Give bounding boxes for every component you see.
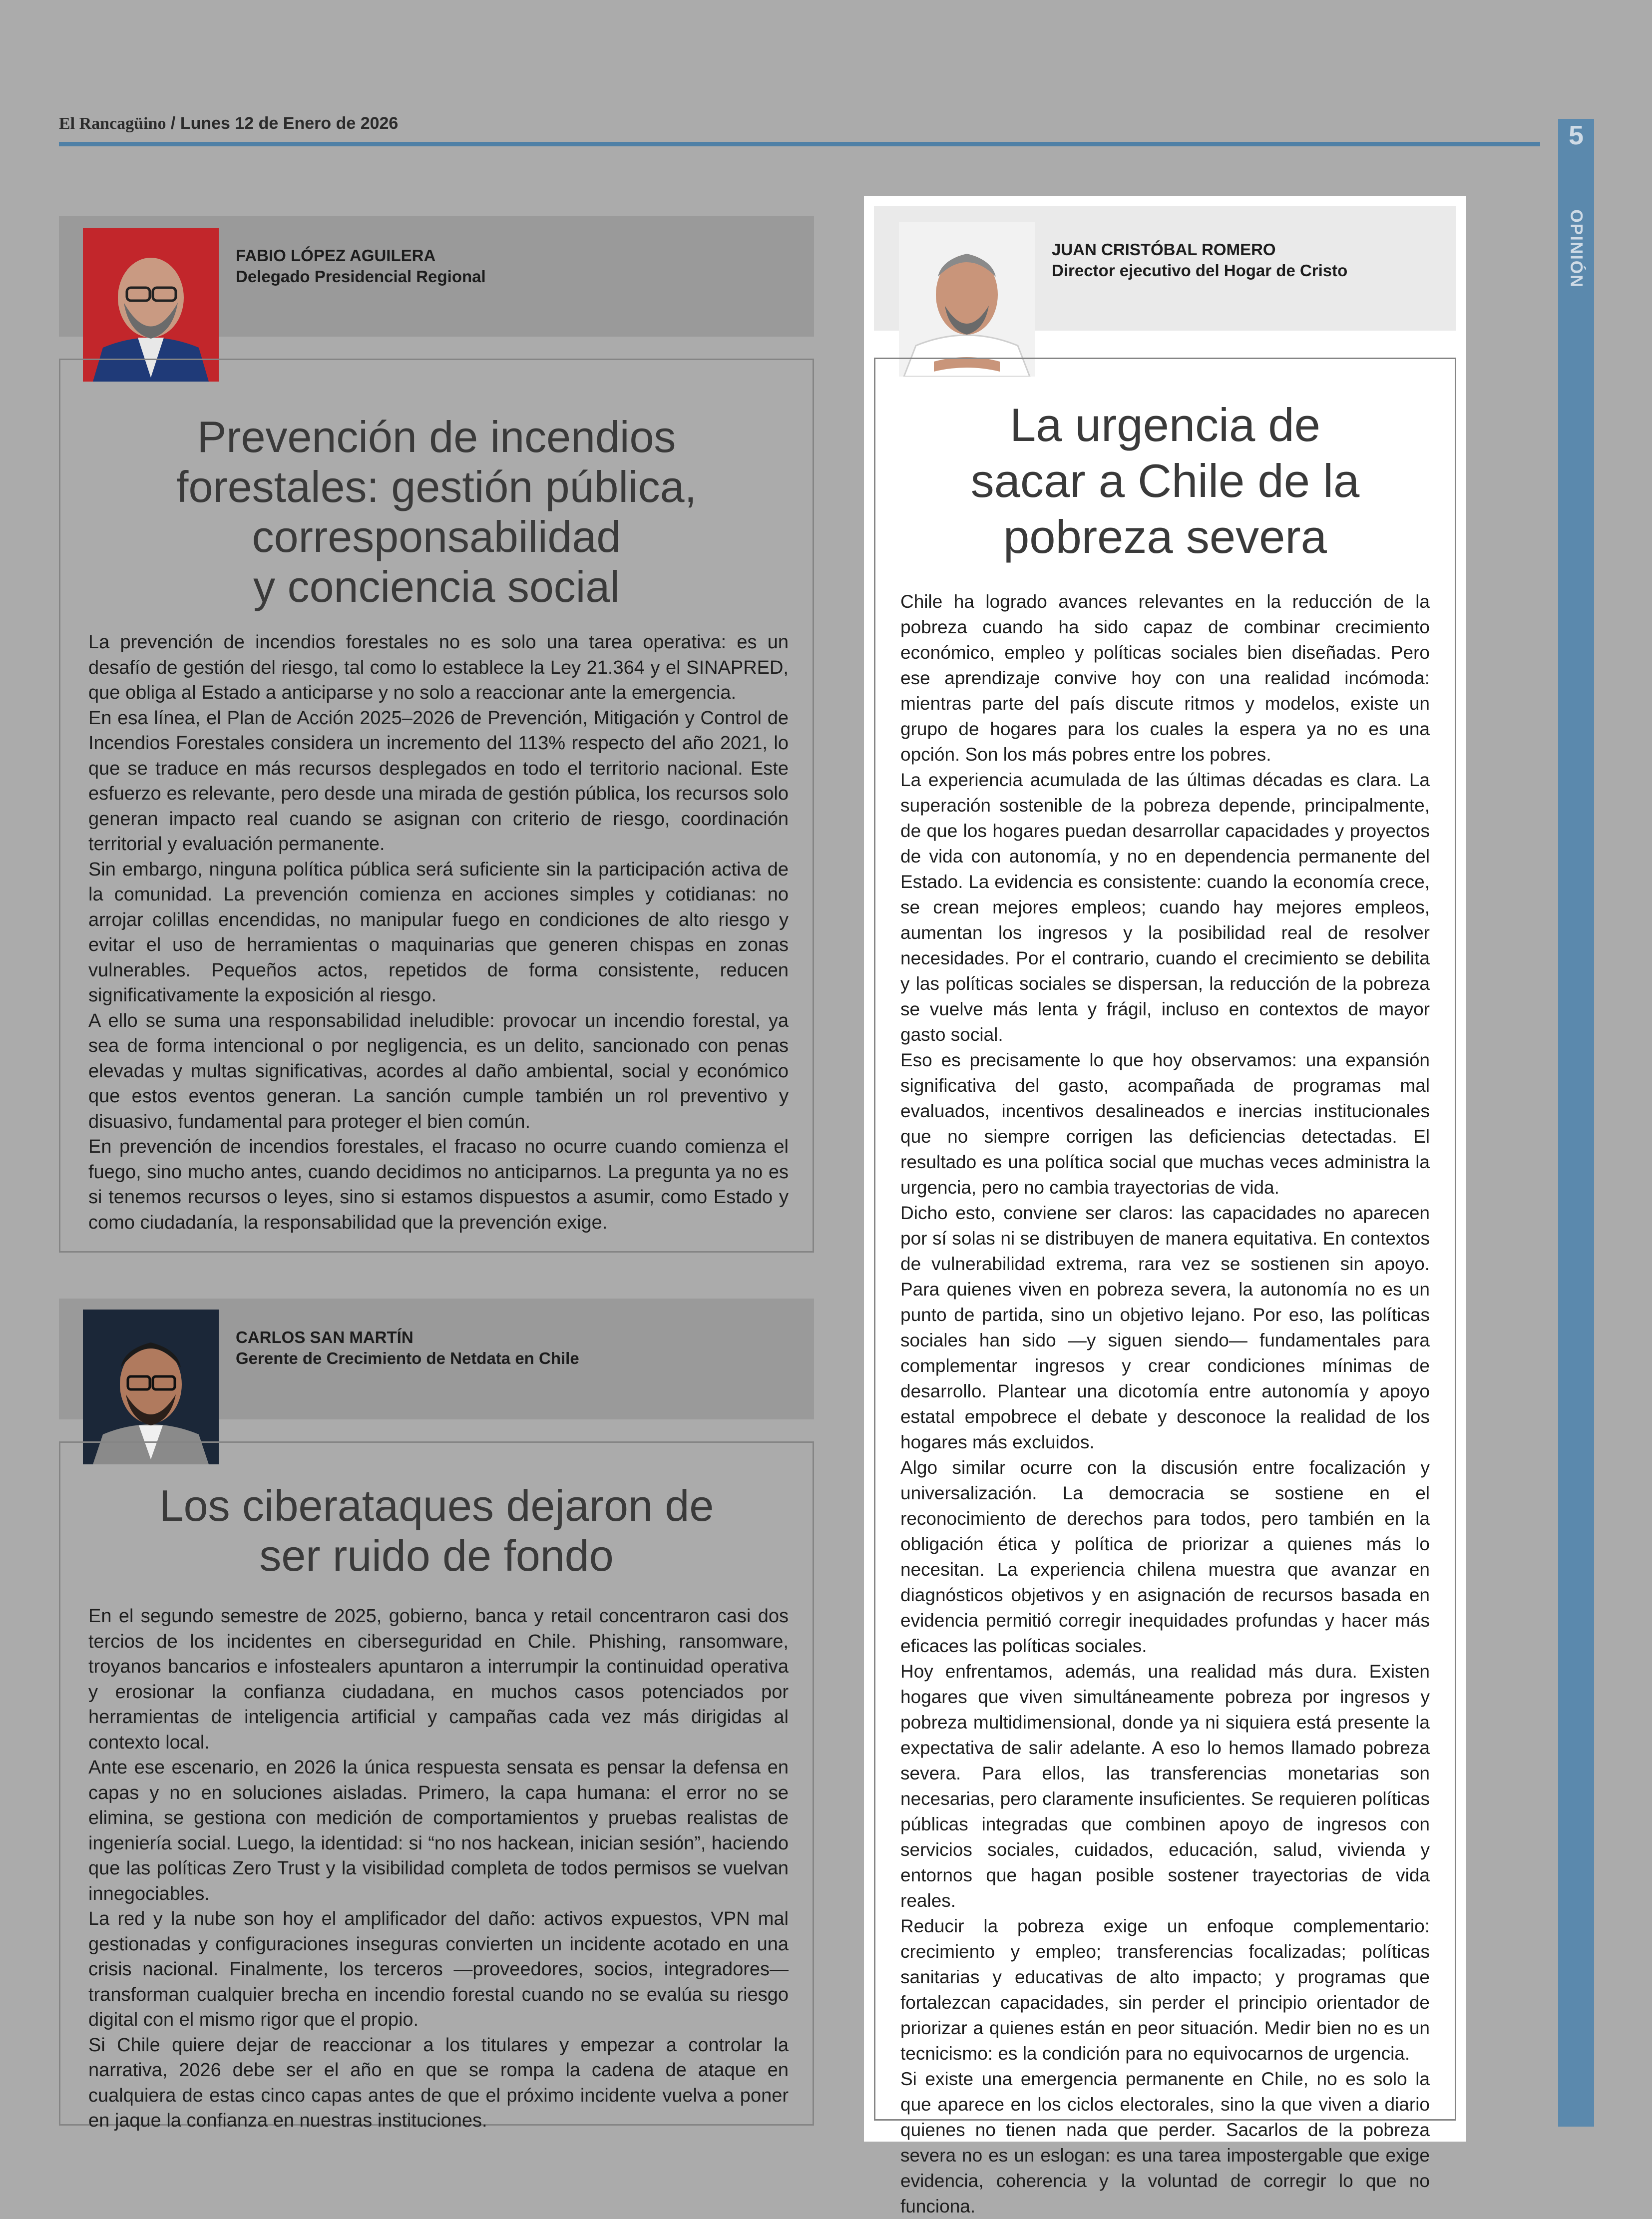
paragraph: La prevención de incendios forestales no es solo una tarea operativa: es un desafío de gestión del riesgo, tal como lo establece la Ley 21.364 y el SINAPRED, que obliga al Estado a anticiparse y no solo a reaccionar ante la emergencia. — [88, 632, 789, 703]
title-line: sacar a Chile de la — [970, 454, 1360, 507]
paragraph: En prevención de incendios forestales, el fracaso no ocurre cuando comienza el fuego, sino mucho antes, cuando decidimos no anticiparnos. La pregunta ya no es si tenemos recursos o leyes, sino si estamos dispuestos a asumir, como Estado y como ciudadanía, la responsabilidad que la prevención exige. — [88, 1136, 789, 1233]
paragraph: En esa línea, el Plan de Acción 2025–2026 de Prevención, Mitigación y Control de Incendios Forestales considera un incremento del 113% respecto del año 2021, lo que se traduce en más recursos desplegados en todo el territorio nacional. Este esfuerzo es relevante, pero desde una mirada de gestión pública, los recursos solo generan impacto real cuando se asignan con criterio de riesgo, coordinación territorial y evaluación permanente. — [88, 707, 789, 855]
masthead-separator: / — [170, 114, 176, 133]
article-box-pobreza — [874, 358, 1456, 2217]
paragraph: Algo similar ocurre con la discusión entre focalización y universalización. La democracia se sostiene en el reconocimiento de derechos para todos, pero también en la obligación ética y política de priorizar a quienes más lo necesitan. La experiencia chilena muestra que avanzar en diagnósticos objetivos y en asignación de recursos basada en evidencia permitió corregir inequidades profundas y hacer más eficaces las políticas sociales. — [900, 1457, 1430, 1656]
title-line: corresponsabilidad — [252, 512, 621, 561]
title-line: forestales: gestión pública, — [176, 462, 697, 511]
title-line: ser ruido de fondo — [259, 1531, 614, 1580]
author-role-fabio: Delegado Presidencial Regional — [236, 267, 486, 286]
author-role-juan: Director ejecutivo del Hogar de Cristo — [1052, 261, 1348, 280]
author-photo-juan — [899, 222, 1035, 377]
issue-date: Lunes 12 de Enero de 2026 — [180, 114, 399, 133]
title-line: La urgencia de — [1010, 399, 1320, 451]
paragraph: Sin embargo, ninguna política pública será suficiente sin la participación activa de la comunidad. La prevención comienza en acciones simples y cotidianas: no arrojar colillas encendidas, no manipular fuego en condiciones de alto riesgo y evitar el uso de herramientas o maquinarias que generen chispas en zonas vulnerables. Pequeños actos, repetidos de forma consistente, reducen significativamente la exposición al riesgo. — [88, 859, 789, 1006]
article-title-ciberataques — [60, 1481, 813, 1581]
header-rule — [59, 142, 1540, 146]
page-number: 5 — [1568, 120, 1584, 150]
paragraph: En el segundo semestre de 2025, gobierno, banca y retail concentraron casi dos tercios de los incidentes en ciberseguridad en Chile. Phishing, ransomware, troyanos bancarios e infostealers apuntaron a interrumpir la continuidad operativa y erosionar la confianza ciudadana, en muchos casos potenciados por herramientas de inteligencia artificial y campañas cada vez más dirigidas al contexto local. — [88, 1606, 789, 1753]
title-line: Prevención de incendios — [197, 412, 676, 461]
paragraph: Hoy enfrentamos, además, una realidad más dura. Existen hogares que viven simultáneamente pobreza por ingresos y pobreza multidimensional, donde ya ni siquiera está presente la expectativa de salir adelante. A eso lo hemos llamado pobreza severa. Para ellos, las transferencias monetarias son necesarias, pero claramente insuficientes. Se requieren políticas públicas integradas que combinen apoyo de ingresos con servicios sociales, cuidados, educación, salud, vivienda y entornos que hagan posible sostener trayectorias de vida reales. — [900, 1661, 1430, 1911]
article-box-incendios — [59, 359, 814, 1253]
author-name-carlos: CARLOS SAN MARTÍN — [236, 1328, 413, 1346]
paragraph: Eso es precisamente lo que hoy observamos: una expansión significativa del gasto, acompañada de programas mal evaluados, incentivos desalineados e inercias institucionales que no siempre corrigen las deficiencias detectadas. El resultado es una política social que muchas veces administra la urgencia, pero no cambia trayectorias de vida. — [900, 1050, 1430, 1198]
article-title-pobreza — [875, 397, 1455, 565]
title-line: Los ciberataques dejaron de — [159, 1481, 714, 1530]
paragraph: La experiencia acumulada de las últimas décadas es clara. La superación sostenible de la pobreza depende, principalmente, de que los hogares puedan desarrollar capacidades y proyectos de vida con autonomía, y no en dependencia permanente del Estado. La evidencia es consistente: cuando la economía crece, se crean mejores empleos; cuando hay mejores empleos, aumentan los ingresos y la posibilidad real de resolver necesidades. Por el contrario, cuando el crecimiento se debilita y las políticas sociales se dispersan, la reducción de la pobreza se vuelve más lenta y frágil, incluso en contextos de mayor gasto social. — [900, 770, 1430, 1045]
paragraph: Si existe una emergencia permanente en Chile, no es solo la que aparece en los ciclos electorales, sino la que viven a diario quienes no tienen nada que perder. Sacarlos de la pobreza severa no es un eslogan: es una tarea impostergable que exige evidencia, coherencia y la voluntad de corregir lo que no funciona. — [900, 2069, 1430, 2217]
author-role-carlos: Gerente de Crecimiento de Netdata en Chile — [236, 1349, 579, 1367]
title-line: pobreza severa — [1003, 510, 1327, 563]
article-body-incendios — [88, 630, 789, 1235]
masthead — [59, 114, 398, 133]
paragraph: Si Chile quiere dejar de reaccionar a los titulares y empezar a controlar la narrativa, 2026 debe ser el año en que se rompa la cadena de ataque en cualquiera de estas cinco capas antes de que el próximo incidente vuelva a poner en jaque la confianza en nuestras instituciones. — [88, 2034, 789, 2131]
article-body-pobreza — [900, 589, 1430, 2219]
article-box-ciberataques — [59, 1441, 814, 2131]
title-line: y conciencia social — [253, 562, 620, 611]
paragraph: La red y la nube son hoy el amplificador del daño: activos expuestos, VPN mal gestionadas y configuraciones inseguras convierten un incidente acotado en una crisis nacional. Finalmente, los terceros —proveedores, socios, integradores— transforman cualquier brecha en incendio forestal cuando no se evalúa su riesgo digital con el mismo rigor que el propio. — [88, 1908, 789, 2030]
paragraph: A ello se suma una responsabilidad ineludible: provocar un incendio forestal, ya sea de forma intencional o por negligencia, es un delito, sancionado con penas elevadas y multas significativas, acordes al daño ambiental, social y económico que estos eventos generan. La sanción cumple también un rol preventivo y disuasivo, fundamental para proteger el bien común. — [88, 1010, 789, 1132]
section-sidebar — [1558, 119, 1594, 2127]
article-title-incendios — [60, 412, 813, 612]
right-column — [864, 196, 1466, 2217]
paragraph: Reducir la pobreza exige un enfoque complementario: crecimiento y empleo; transferencias focalizadas; políticas sanitarias y educativas de alto impacto; y programas que fortalezcan capacidades, sin perder el principio orientador de priorizar a quienes están en peor situación. Medir bien no es un tecnicismo: es la condición para no equivocarnos de urgencia. — [900, 1916, 1430, 2064]
paragraph: Dicho esto, conviene ser claros: las capacidades no aparecen por sí solas ni se distribuyen de manera equitativa. En contextos de vulnerabilidad extrema, rara vez se sostienen sin apoyo. Para quienes viven en pobreza severa, la autonomía no es un punto de partida, sino un objetivo lejano. Por eso, las políticas sociales han sido —y siguen siendo— fundamentales para complementar ingresos y crear condiciones mínimas de desarrollo. Plantear una dicotomía entre autonomía y apoyo estatal empobrece el debate y desconoce la realidad de los hogares más excluidos. — [900, 1203, 1430, 1452]
paragraph: Chile ha logrado avances relevantes en la reducción de la pobreza cuando ha sido capaz de combinar crecimiento económico, empleo y políticas sociales bien diseñadas. Pero ese aprendizaje convive hoy con una realidad incómoda: mientras parte del país discute ritmos y modelos, existe un grupo de hogares para los cuales la espera ya no es una opción. Son los más pobres entre los pobres. — [900, 591, 1430, 765]
author-name-juan: JUAN CRISTÓBAL ROMERO — [1052, 240, 1276, 259]
paper-name: El Rancagüino — [59, 114, 166, 133]
author-name-fabio: FABIO LÓPEZ AGUILERA — [236, 246, 436, 265]
article-body-ciberataques — [88, 1604, 789, 2134]
paragraph: Ante ese escenario, en 2026 la única respuesta sensata es pensar la defensa en capas y no en soluciones aisladas. Primero, la capa humana: el error no se elimina, se gestiona con medición de comportamientos y pruebas realistas de ingeniería social. Luego, la identidad: si “no nos hackean, inician sesión”, haciendo que las políticas Zero Trust y la visibilidad completa de todos permisos se vuelvan innegociables. — [88, 1757, 789, 1904]
section-label: OPINIÓN — [1567, 209, 1586, 288]
